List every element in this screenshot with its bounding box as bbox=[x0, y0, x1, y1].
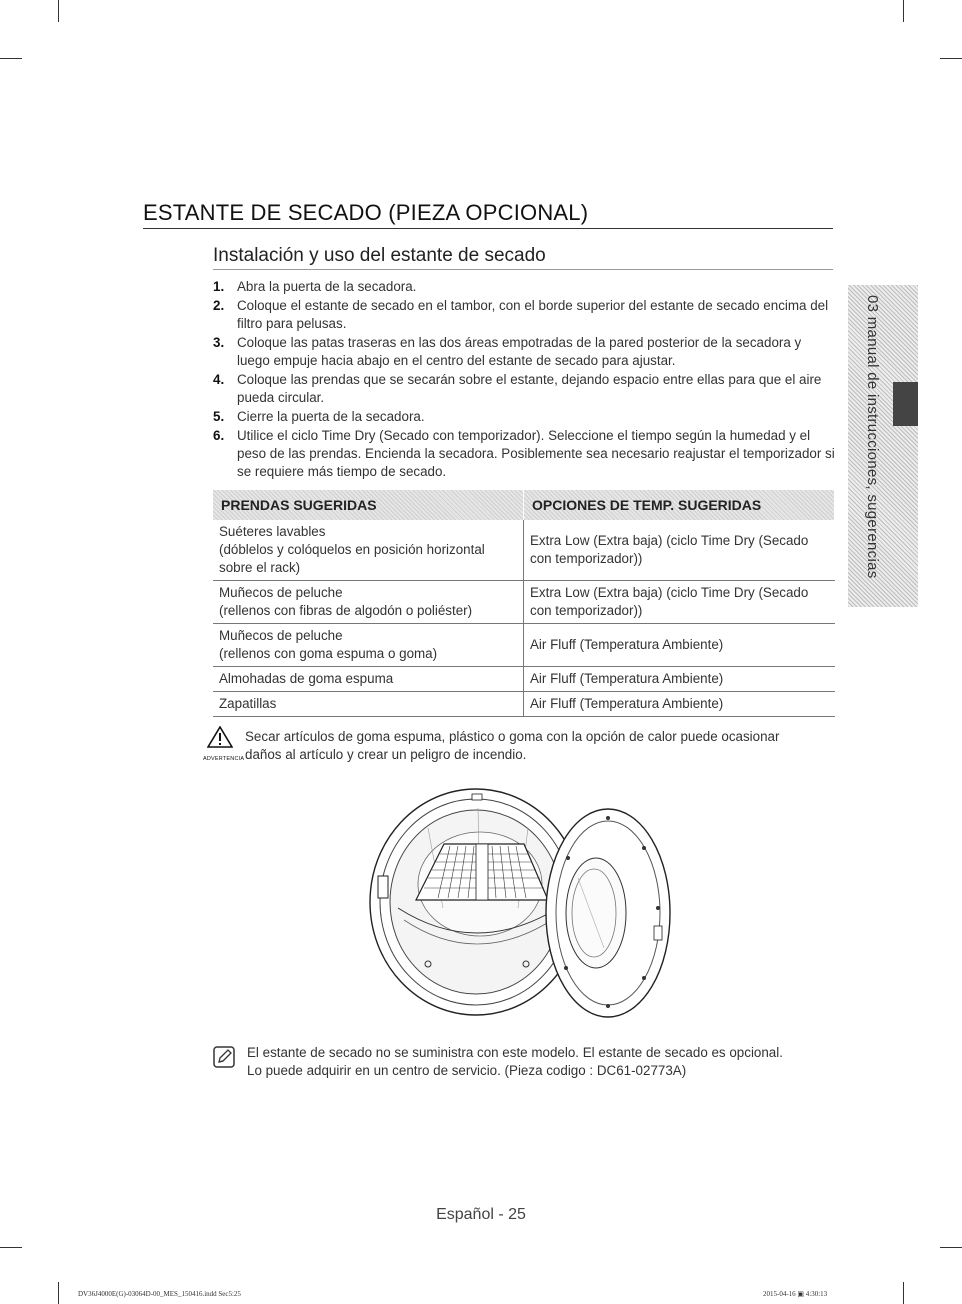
item-name: Muñecos de peluche bbox=[219, 585, 343, 600]
table-cell-option: Extra Low (Extra baja) (ciclo Time Dry (Secado con temporizador)) bbox=[524, 520, 835, 581]
step-text: Cierre la puerta de la secadora. bbox=[237, 409, 425, 424]
table-row bbox=[213, 624, 835, 667]
step-number: 2. bbox=[213, 298, 225, 313]
table-cell-option: Air Fluff (Temperatura Ambiente) bbox=[524, 624, 835, 667]
step-number: 4. bbox=[213, 372, 225, 387]
warning-triangle-icon bbox=[203, 726, 237, 753]
step-number: 3. bbox=[213, 335, 225, 350]
table-cell-item bbox=[213, 581, 524, 624]
item-detail: (dóblelos y colóquelos en posición horizontal sobre el rack) bbox=[219, 542, 485, 575]
warning-label: ADVERTENCIA bbox=[203, 756, 245, 762]
step-number: 6. bbox=[213, 428, 225, 443]
side-tab-marker bbox=[893, 382, 918, 426]
step-text: Utilice el ciclo Time Dry (Secado con temporizador). Seleccione el tiempo según la humedad y el peso de las prendas. Encienda la secadora. Posiblemente sea necesario reajustar el temporizador si se requiere más tiempo de secado. bbox=[237, 428, 835, 479]
step-item bbox=[213, 334, 837, 370]
table-header: OPCIONES DE TEMP. SUGERIDAS bbox=[524, 490, 835, 520]
note-pencil-icon bbox=[213, 1046, 235, 1068]
item-detail: (rellenos con goma espuma o goma) bbox=[219, 646, 438, 661]
step-item bbox=[213, 297, 837, 333]
note-text-line: El estante de secado no se suministra con este modelo. El estante de secado es opcional. bbox=[247, 1045, 783, 1060]
suggested-items-table bbox=[213, 490, 835, 717]
table-header: PRENDAS SUGERIDAS bbox=[213, 490, 524, 520]
table-cell-option: Extra Low (Extra baja) (ciclo Time Dry (Secado con temporizador)) bbox=[524, 581, 835, 624]
table-cell-item bbox=[213, 520, 524, 581]
step-item bbox=[213, 427, 837, 481]
note-block bbox=[213, 1044, 843, 1080]
step-number: 1. bbox=[213, 279, 225, 294]
warning-text-line: Secar artículos de goma espuma, plástico o goma con la opción de calor puede ocasionar bbox=[245, 729, 780, 744]
step-text: Coloque las prendas que se secarán sobre el estante, dejando espacio entre ellas para que el aire pueda circular. bbox=[237, 372, 822, 405]
print-file-info: DV36J4000E(G)-03064D-00_MES_150416.indd Sec5:25 bbox=[78, 1290, 241, 1298]
step-text: Abra la puerta de la secadora. bbox=[237, 279, 417, 294]
crop-mark bbox=[940, 1247, 962, 1248]
step-text: Coloque las patas traseras en las dos áreas empotradas de la pared posterior de la secadora y luego empuje hacia abajo en el centro del estante de secado para ajustar. bbox=[237, 335, 802, 368]
dryer-drum-illustration bbox=[368, 788, 678, 1023]
step-item bbox=[213, 278, 837, 296]
table-cell-option: Air Fluff (Temperatura Ambiente) bbox=[524, 667, 835, 692]
table-header-row bbox=[213, 490, 835, 520]
warning-block bbox=[203, 728, 843, 764]
crop-mark bbox=[0, 58, 22, 59]
crop-mark bbox=[903, 0, 904, 22]
step-item bbox=[213, 408, 837, 426]
table-cell-item: Almohadas de goma espuma bbox=[213, 667, 524, 692]
crop-mark bbox=[940, 58, 962, 59]
crop-mark bbox=[58, 0, 59, 22]
subsection-title: Instalación y uso del estante de secado bbox=[213, 245, 833, 270]
step-text: Coloque el estante de secado en el tambor, con el borde superior del estante de secado encima del filtro para pelusas. bbox=[237, 298, 829, 331]
step-item bbox=[213, 371, 837, 407]
table-cell-option: Air Fluff (Temperatura Ambiente) bbox=[524, 692, 835, 717]
item-name: Muñecos de peluche bbox=[219, 628, 343, 643]
crop-mark bbox=[58, 1282, 59, 1304]
crop-mark bbox=[0, 1247, 22, 1248]
warning-text-line: daños al artículo y crear un peligro de incendio. bbox=[245, 747, 527, 762]
page-number: Español - 25 bbox=[436, 1206, 526, 1223]
side-tab-label: 03 manual de instrucciones, sugerencias bbox=[864, 295, 881, 579]
table-row bbox=[213, 520, 835, 581]
table-row bbox=[213, 692, 835, 717]
table-row bbox=[213, 667, 835, 692]
table-cell-item: Zapatillas bbox=[213, 692, 524, 717]
chapter-side-tab bbox=[848, 285, 918, 607]
table-cell-item bbox=[213, 624, 524, 667]
note-text-line: Lo puede adquirir en un centro de servicio. (Pieza codigo : DC61-02773A) bbox=[247, 1063, 687, 1078]
steps-list bbox=[213, 278, 837, 482]
section-title: ESTANTE DE SECADO (PIEZA OPCIONAL) bbox=[143, 200, 833, 229]
step-number: 5. bbox=[213, 409, 225, 424]
print-timestamp: 2015-04-16 ▣ 4:30:13 bbox=[763, 1290, 828, 1298]
table-row bbox=[213, 581, 835, 624]
item-detail: (rellenos con fibras de algodón o poliéster) bbox=[219, 603, 473, 618]
item-name: Suéteres lavables bbox=[219, 524, 326, 539]
crop-mark bbox=[903, 1282, 904, 1304]
